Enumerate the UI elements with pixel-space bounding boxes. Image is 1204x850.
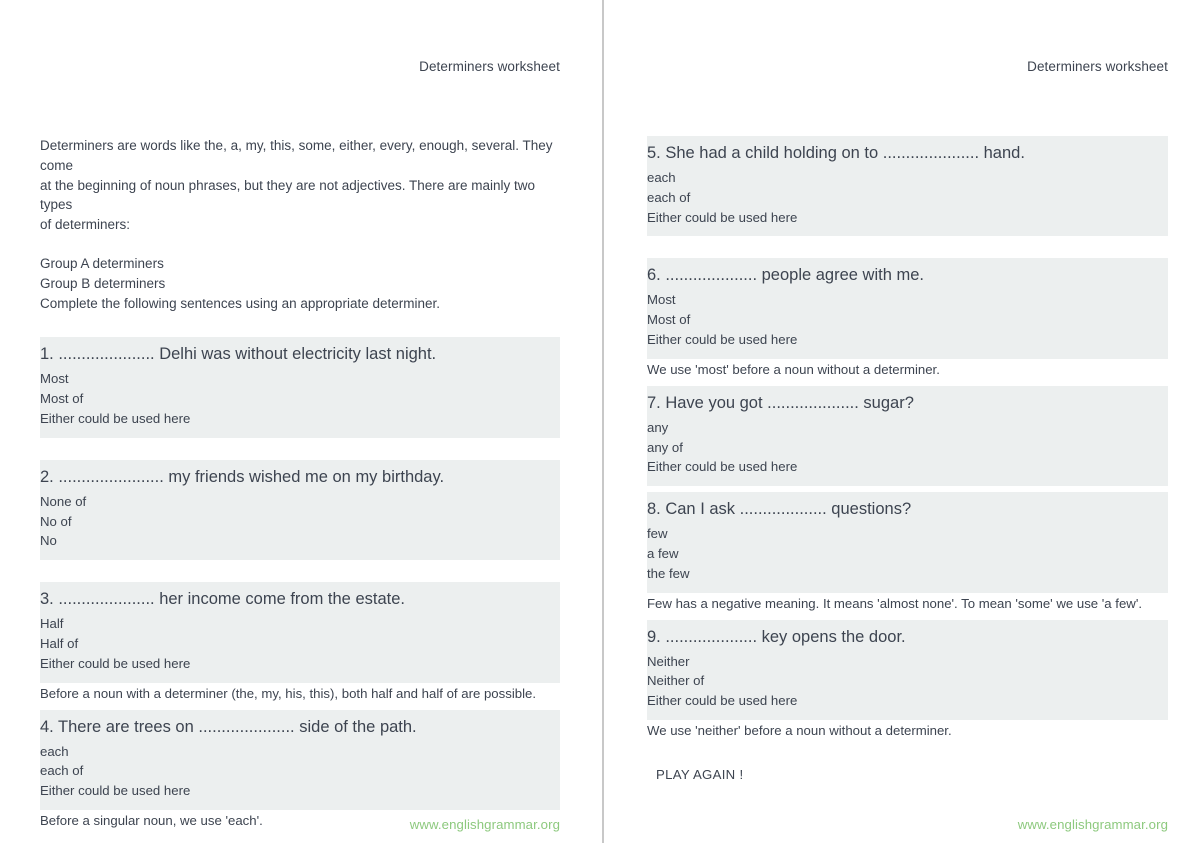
intro-spacer	[40, 235, 560, 254]
question-block-4	[40, 710, 560, 810]
answer-option[interactable]: any	[647, 419, 669, 435]
page-header-left: Determiners worksheet	[419, 59, 560, 74]
answer-option[interactable]: each of	[647, 189, 691, 205]
answer-option[interactable]: No of	[40, 513, 72, 529]
answer-option[interactable]: No	[40, 533, 57, 549]
answer-option[interactable]: Either could be used here	[40, 783, 191, 799]
page-header-right: Determiners worksheet	[1027, 59, 1168, 74]
question-explanation: Few has a negative meaning. It means 'almost none'. To mean 'some' we use 'a few'.	[647, 593, 1168, 614]
answer-option[interactable]: Half	[40, 616, 64, 632]
question-gap	[40, 438, 560, 460]
answer-option[interactable]: each of	[40, 763, 84, 779]
question-block-3	[40, 582, 560, 682]
question-text: 2. ....................... my friends wished me on my birthday.	[40, 467, 445, 486]
question-text: 6. .................... people agree with me.	[647, 266, 924, 285]
question-explanation: Before a noun with a determiner (the, my, his, this), both half and half of are possible.	[40, 683, 560, 704]
questions-list-left	[40, 337, 560, 831]
question-text: 5. She had a child holding on to ..................... hand.	[647, 144, 1025, 162]
worksheet-column-right	[602, 0, 1204, 850]
answer-option[interactable]: None of	[40, 493, 87, 509]
question-block-9	[647, 620, 1168, 720]
intro-section	[40, 136, 560, 313]
answer-option[interactable]: Neither of	[647, 673, 705, 689]
question-text: 9. .................... key opens the door.	[647, 627, 906, 646]
question-explanation: We use 'neither' before a noun without a determiner.	[647, 720, 1168, 741]
answer-option[interactable]: each	[40, 743, 69, 759]
question-text: 4. There are trees on ..................... side of the path.	[40, 717, 417, 736]
answer-option[interactable]: a few	[647, 545, 679, 561]
question-text: 1. ..................... Delhi was without electricity last night.	[40, 345, 437, 364]
answer-option[interactable]: Most	[40, 371, 69, 387]
answer-option[interactable]: Either could be used here	[647, 459, 798, 475]
answer-option[interactable]: the few	[647, 565, 690, 581]
intro-line-3: of determiners:	[40, 217, 131, 233]
answer-option[interactable]: each	[647, 170, 676, 185]
question-block-2	[40, 460, 560, 560]
intro-group-a: Group A determiners	[40, 255, 164, 271]
questions-list-right	[647, 136, 1168, 784]
answer-option[interactable]: Either could be used here	[40, 655, 191, 671]
answer-option[interactable]: Either could be used here	[647, 331, 798, 347]
question-gap	[40, 560, 560, 582]
answer-option[interactable]: Most of	[647, 312, 691, 328]
answer-option[interactable]: Either could be used here	[647, 693, 798, 709]
play-again-button[interactable]: PLAY AGAIN !	[656, 766, 744, 782]
question-text: 8. Can I ask ................... questions?	[647, 500, 912, 519]
question-block-8	[647, 492, 1168, 592]
intro-instruction: Complete the following sentences using an appropriate determiner.	[40, 295, 440, 311]
question-text: 3. ..................... her income come from the estate.	[40, 590, 405, 609]
answer-option[interactable]: Half of	[40, 635, 79, 651]
question-block-6	[647, 258, 1168, 358]
question-text: 7. Have you got .................... sugar?	[647, 393, 914, 412]
footer-website-link[interactable]: www.englishgrammar.org	[1017, 817, 1168, 832]
answer-option[interactable]: Either could be used here	[647, 209, 798, 225]
answer-option[interactable]: Neither	[647, 653, 690, 669]
answer-option[interactable]: Most	[647, 292, 676, 308]
answer-option[interactable]: Either could be used here	[40, 410, 191, 426]
intro-line-2: at the beginning of noun phrases, but they are not adjectives. There are mainly two types	[40, 177, 536, 213]
question-block-1	[40, 337, 560, 437]
question-explanation: We use 'most' before a noun without a determiner.	[647, 359, 1168, 380]
question-block-5	[647, 136, 1168, 236]
answer-option[interactable]: few	[647, 526, 668, 542]
intro-line-1: Determiners are words like the, a, my, this, some, either, every, enough, several. They come	[40, 138, 553, 173]
footer-website-link[interactable]: www.englishgrammar.org	[409, 817, 560, 832]
question-gap	[647, 236, 1168, 258]
question-block-7	[647, 386, 1168, 486]
intro-group-b: Group B determiners	[40, 275, 166, 291]
answer-option[interactable]: any of	[647, 439, 683, 455]
answer-option[interactable]: Most of	[40, 391, 84, 407]
question-explanation: Before a singular noun, we use 'each'.	[40, 810, 560, 831]
